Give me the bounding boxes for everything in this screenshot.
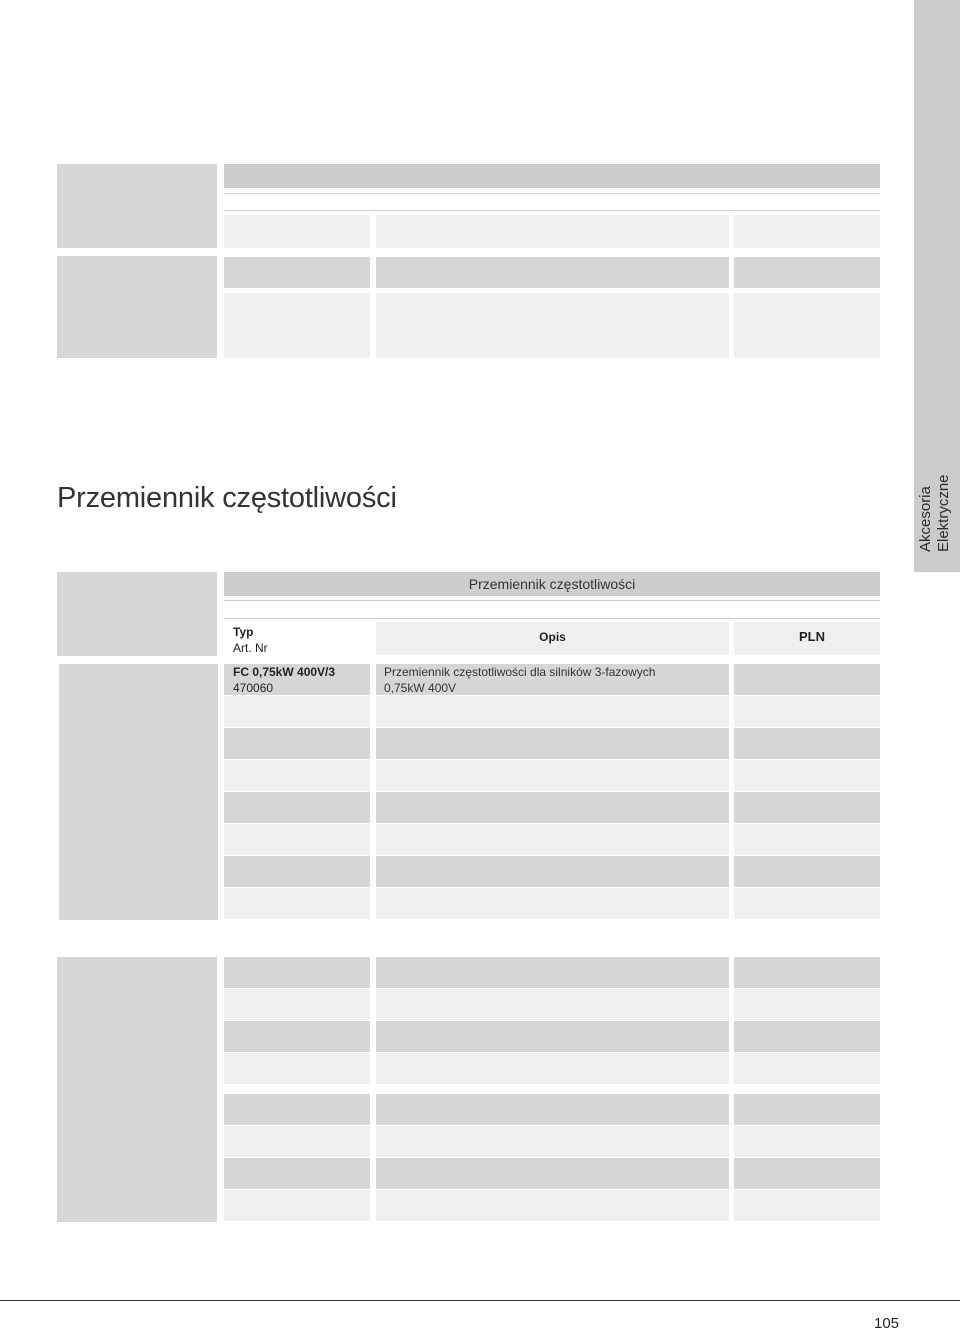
footer-rule — [0, 1300, 960, 1301]
top-block-left-cell — [57, 164, 217, 248]
bottom-block-cell — [224, 1094, 370, 1125]
table-cell — [224, 728, 370, 759]
page-title: Przemiennik częstotliwości — [57, 482, 397, 514]
top-block-cell — [224, 257, 370, 288]
table-cell — [224, 792, 370, 823]
divider — [224, 618, 880, 619]
header-typ: Typ — [233, 625, 254, 639]
bottom-block-cell — [376, 1053, 729, 1084]
table-cell — [734, 856, 880, 887]
table-left-cell — [59, 664, 218, 920]
table-cell — [734, 728, 880, 759]
bottom-block-cell — [376, 1094, 729, 1125]
side-tab-line1: Akcesoria — [917, 486, 934, 552]
bottom-block-cell — [734, 1021, 880, 1052]
bottom-block-cell — [734, 1053, 880, 1084]
table-left-cell — [57, 572, 217, 656]
table-cell — [376, 728, 729, 759]
header-art-nr: Art. Nr — [233, 641, 268, 655]
divider — [224, 193, 880, 194]
bottom-block-cell — [734, 1094, 880, 1125]
bottom-block-cell — [224, 1158, 370, 1189]
top-block-cell — [734, 293, 880, 358]
table-cell — [734, 888, 880, 919]
table-cell — [376, 696, 729, 727]
top-block-left-cell — [57, 256, 217, 358]
bottom-block-left-cell — [57, 957, 217, 1222]
table-cell — [224, 696, 370, 727]
table-cell — [376, 856, 729, 887]
bottom-block-cell — [734, 957, 880, 988]
bottom-block-cell — [224, 1021, 370, 1052]
bottom-block-cell — [376, 1126, 729, 1157]
table-cell — [376, 760, 729, 791]
top-block-cell — [224, 215, 370, 248]
bottom-block-cell — [734, 989, 880, 1020]
divider — [224, 210, 880, 211]
top-block-cell — [224, 293, 370, 358]
bottom-block-cell — [376, 957, 729, 988]
table-cell — [376, 792, 729, 823]
bottom-block-cell — [376, 1158, 729, 1189]
bottom-block-cell — [224, 1190, 370, 1221]
table-title: Przemiennik częstotliwości — [224, 572, 880, 596]
bottom-block-cell — [224, 1053, 370, 1084]
top-block-cell — [734, 257, 880, 288]
table-cell — [734, 824, 880, 855]
table-cell — [734, 760, 880, 791]
header-pln: PLN — [799, 629, 825, 644]
row-art-nr: 470060 — [233, 681, 274, 695]
bottom-block-cell — [376, 1021, 729, 1052]
bottom-block-cell — [734, 1158, 880, 1189]
table-cell — [376, 824, 729, 855]
header-opis: Opis — [539, 630, 566, 644]
bottom-block-cell — [224, 989, 370, 1020]
bottom-block-cell — [734, 1126, 880, 1157]
bottom-block-cell — [734, 1190, 880, 1221]
page-number: 105 — [874, 1315, 900, 1332]
table-cell — [376, 888, 729, 919]
section-side-tab-label — [914, 470, 960, 560]
top-block-cell — [734, 215, 880, 248]
top-block-header-bar — [224, 164, 880, 188]
bottom-block-cell — [376, 1190, 729, 1221]
top-block-cell — [376, 257, 729, 288]
top-block-cell — [376, 215, 729, 248]
table-cell — [734, 664, 880, 695]
row-opis-line1: Przemiennik częstotliwości dla silników 3-fazowych — [384, 665, 656, 679]
bottom-block-cell — [224, 1126, 370, 1157]
top-block-cell — [376, 293, 729, 358]
table-cell — [224, 824, 370, 855]
side-tab-line2: Elektryczne — [935, 474, 952, 552]
table-cell — [734, 696, 880, 727]
divider — [224, 600, 880, 601]
row-typ: FC 0,75kW 400V/3 — [233, 665, 336, 679]
bottom-block-cell — [376, 989, 729, 1020]
table-cell — [224, 888, 370, 919]
table-cell — [224, 856, 370, 887]
table-cell — [224, 760, 370, 791]
row-opis-line2: 0,75kW 400V — [384, 681, 457, 695]
bottom-block-cell — [224, 957, 370, 988]
table-cell — [734, 792, 880, 823]
